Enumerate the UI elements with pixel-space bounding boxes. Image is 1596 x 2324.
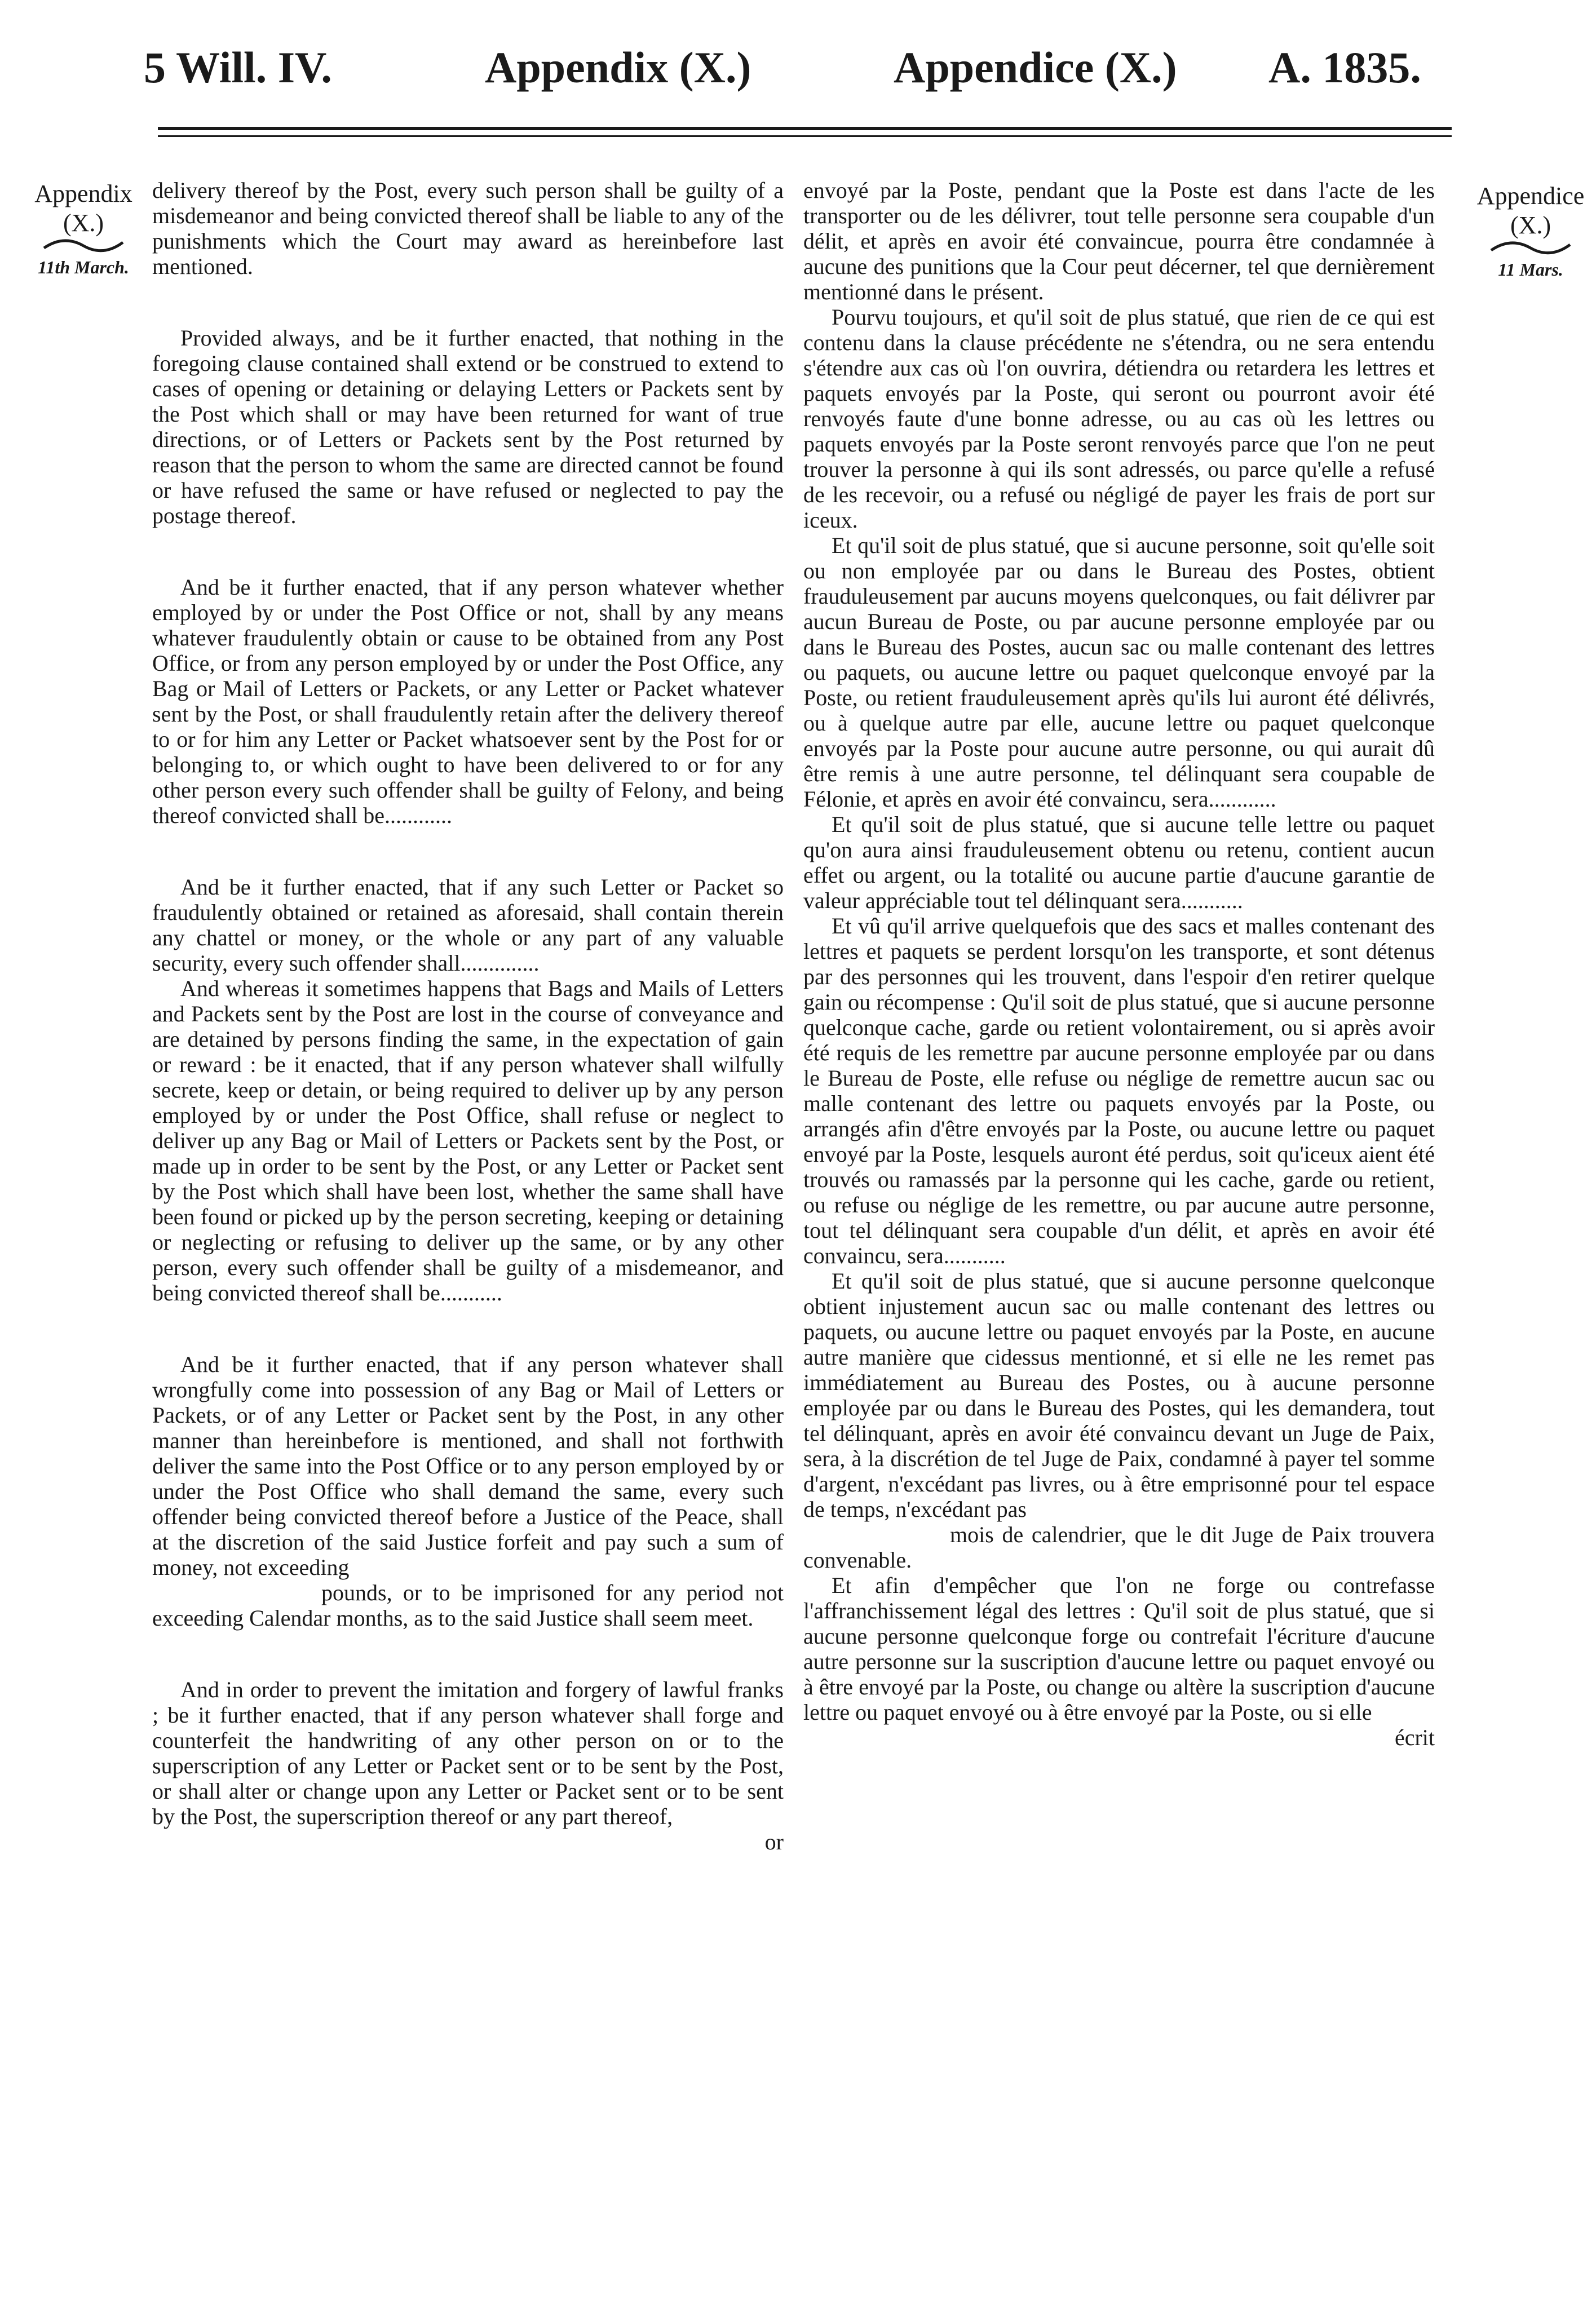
header-rule-thick — [158, 127, 1452, 130]
flourish-icon — [41, 238, 126, 253]
french-column — [803, 178, 1435, 1750]
header-year: A. 1835. — [1268, 43, 1421, 92]
margin-note-right — [1466, 182, 1595, 284]
en-paragraph-6: And be it further enacted, that if any person whatever shall wrongfully come into possession of any Bag or Mail of Letters or Packets, or of any Letter or Packet sent by the Post, in any other manner than hereinbefore is mentioned, and shall not forthwith deliver the same into the Post Office or to any person employed by or under the Post Office who shall demand the same, every such offender being convicted thereof before a Justice of the Peace, shall at the discretion of the said Justice forfeit and pay such a sum of money, not exceeding — [152, 1352, 784, 1580]
page-header — [0, 39, 1596, 107]
en-paragraph-1: delivery thereof by the Post, every such person shall be guilty of a misdemeanor and being convicted thereof shall be liable to any of the punishments which the Court may award as hereinbefore last mentioned. — [152, 178, 784, 279]
header-rule-thin — [158, 135, 1452, 137]
fr-paragraph-6b: mois de calendrier, que le dit Juge de Paix trouvera convenable. — [803, 1522, 1435, 1573]
english-column — [152, 178, 784, 1854]
en-paragraph-4: And be it further enacted, that if any such Letter or Packet so fraudulently obtained or retained as aforesaid, shall contain therein any chattel or money, or the whole or any part of any valuable security, every such offender shall.............. — [152, 874, 784, 976]
margin-note-left — [10, 179, 157, 282]
margin-note-title: Appendice — [1476, 182, 1585, 210]
fr-paragraph-5: Et vû qu'il arrive quelquefois que des sacs et malles contenant des lettres et paquets se perdent lorsqu'on les transporte, et sont détenus par des personnes qui les trouvent, dans l'espoir d'en retirer quelque gain ou récompense : Qu'il soit de plus statué, que si aucune personne quelconque cache, garde ou retient volontairement, ou si après avoir été requis de les remettre par aucune personne employée par ou dans le Bureau de Poste, elle refuse ou néglige de remettre aucun sac ou malle contenant des lettre ou paquets envoyés par la Poste, ou arrangés afin d'être envoyés par la Poste, ou aucune lettre ou paquet envoyé par la Poste, lesquels auront été perdus, soit qu'iceux aient été trouvés ou ramassés par la personne qui les cache, garde ou retient, ou refuse ou néglige de les remettre, ou par aucune autre personne, tout tel délinquant sera coupable d'un délit, et après en avoir été convaincu, sera........... — [803, 913, 1435, 1268]
fr-paragraph-6: Et qu'il soit de plus statué, que si aucune personne quelconque obtient injustement aucun sac ou malle contenant des lettres ou paquets, ou aucune lettre ou paquet envoyés par la Poste, en aucune autre manière que cidessus mentionné, et si elle ne les remet pas immédiatement au Bureau des Postes, ou à aucune personne employée par ou dans le Bureau des Postes, qui les demandera, tout tel délinquant, après en avoir été convaincu devant un Juge de Paix, sera, à la discrétion de tel Juge de Paix, condamné à payer tel somme d'argent, n'excédant pas livres, ou à être emprisonné pour tel espace de temps, n'excédant pas — [803, 1268, 1435, 1522]
fr-catchword: écrit — [1394, 1725, 1435, 1750]
header-appendix-en: Appendix (X.) — [485, 43, 751, 92]
en-paragraph-5: And whereas it sometimes happens that Bags and Mails of Letters and Packets sent by the Post are lost in the course of conveyance and are detained by persons finding the same, in the expectation of gain or reward : be it enacted, that if any person whatever shall wilfully secrete, keep or detain, or being required to deliver up by any person employed by or under the Post Office, shall refuse or neglect to deliver up any Bag or Mail of Letters or Packets sent by the Post, or made up in order to be sent by the Post, or any Letter or Packet sent by the Post which shall have been lost, whether the same shall have been found or picked up by the person secreting, keeping or detaining or neglecting or refusing to deliver up the same, or by any other person, every such offender shall be guilty of a misdemeanor, and being convicted thereof shall be........... — [152, 976, 784, 1305]
flourish-icon — [1488, 240, 1573, 255]
fr-paragraph-4: Et qu'il soit de plus statué, que si aucune telle lettre ou paquet qu'on aura ainsi frauduleusement obtenu ou retenu, contient aucun effet ou argent, ou la totalité ou aucune partie d'aucune garantie de valeur appréciable tout tel délinquant sera........... — [803, 812, 1435, 913]
margin-note-label: (X.) — [1510, 211, 1551, 239]
margin-note-date: 11th March. — [38, 257, 129, 277]
header-regnal-year: 5 Will. IV. — [144, 43, 332, 92]
en-paragraph-3: And be it further enacted, that if any person whatever whether employed by or under the Post Office or not, shall by any means whatever fraudulently obtain or cause to be obtained from any Post Office, or from any person employed by or under the Post Office, any Bag or Mail of Letters or Packets, or any Letter or Packet whatever sent by the Post, or shall fraudulently retain after the delivery thereof to or for him any Letter or Packet whatsoever sent by the Post for or belonging to, or which ought to have been delivered to or for any other person every such offender shall be guilty of Felony, and being thereof convicted shall be............ — [152, 574, 784, 828]
margin-note-title: Appendix — [34, 180, 132, 207]
margin-note-date: 11 Mars. — [1498, 259, 1563, 280]
en-paragraph-2: Provided always, and be it further enacted, that nothing in the foregoing clause contained shall extend or be construed to extend to cases of opening or detaining or delaying Letters or Packets sent by the Post which shall or may have been returned for want of true directions, or of Letters or Packets sent by the Post returned by reason that the person to whom the same are directed cannot be found or have refused the same or have refused or neglected to pay the postage thereof. — [152, 325, 784, 528]
en-paragraph-7: And in order to prevent the imitation and forgery of lawful franks ; be it further enacted, that if any person whatever shall forge and counterfeit the handwriting of any other person on or to the superscription of any Letter or Packet sent or to be sent by the Post, or shall alter or change upon any Letter or Packet sent or to be sent by the Post, the superscription thereof or any part thereof, — [152, 1677, 784, 1829]
fr-paragraph-2: Pourvu toujours, et qu'il soit de plus statué, que rien de ce qui est contenu dans la clause précédente ne s'étendra, ou ne sera entendu s'étendre aux cas où l'on ouvrira, détiendra ou retardera les lettres et paquets envoyés par la Poste, qui seront ou pourront avoir été renvoyés faute d'une bonne adresse, ou au cas où les lettres ou paquets envoyés par la Poste seront renvoyés parce que l'on ne peut trouver la personne à qui ils sont adressés, ou parce qu'elle a refusé de les recevoir, ou a refusé ou négligé de payer les frais de port sur iceux. — [803, 304, 1435, 533]
fr-paragraph-1: envoyé par la Poste, pendant que la Poste est dans l'acte de les transporter ou de les délivrer, tout telle personne sera coupable d'un délit, et après en avoir été convaincue, pourra être condamnée à aucune des punitions que la Cour peut décerner, tel que dernièrement mentionné dans le présent. — [803, 178, 1435, 304]
margin-note-label: (X.) — [63, 209, 104, 237]
fr-paragraph-7: Et afin d'empêcher que l'on ne forge ou contrefasse l'affranchissement légal des lettres : Qu'il soit de plus statué, que si aucune personne quelconque forge ou contrefait l'écriture d'aucune autre personne sur la suscription d'aucune lettre ou paquet envoyé ou à être envoyé par la Poste, ou change ou altère la suscription d'aucune lettre ou paquet envoyé ou à être envoyé par la Poste, ou si elle — [803, 1573, 1435, 1725]
fr-paragraph-3: Et qu'il soit de plus statué, que si aucune personne, soit qu'elle soit ou non employée par ou dans le Bureau des Postes, obtient frauduleusement par aucuns moyens quelconques, ou fait délivrer par aucun Bureau de Poste, ou par aucune personne employée par ou dans le Bureau des Postes, aucun sac ou malle contenant des lettres ou paquets, ou aucune lettre ou paquet quelconque envoyé par la Poste, ou retient frauduleusement après qu'ils lui auront été délivrés, ou à quelque autre par elle, aucune lettre ou paquet quelconque envoyés par la Poste pour aucune autre personne, ou qui aurait dû être remis à une autre personne, tel délinquant sera coupable de Félonie, et après en avoir été convaincu, sera............ — [803, 533, 1435, 812]
en-paragraph-6b: pounds, or to be imprisoned for any period not exceeding Calendar months, as to the said Justice shall seem meet. — [152, 1580, 784, 1631]
en-catchword: or — [764, 1829, 784, 1854]
header-appendix-fr: Appendice (X.) — [894, 43, 1177, 92]
